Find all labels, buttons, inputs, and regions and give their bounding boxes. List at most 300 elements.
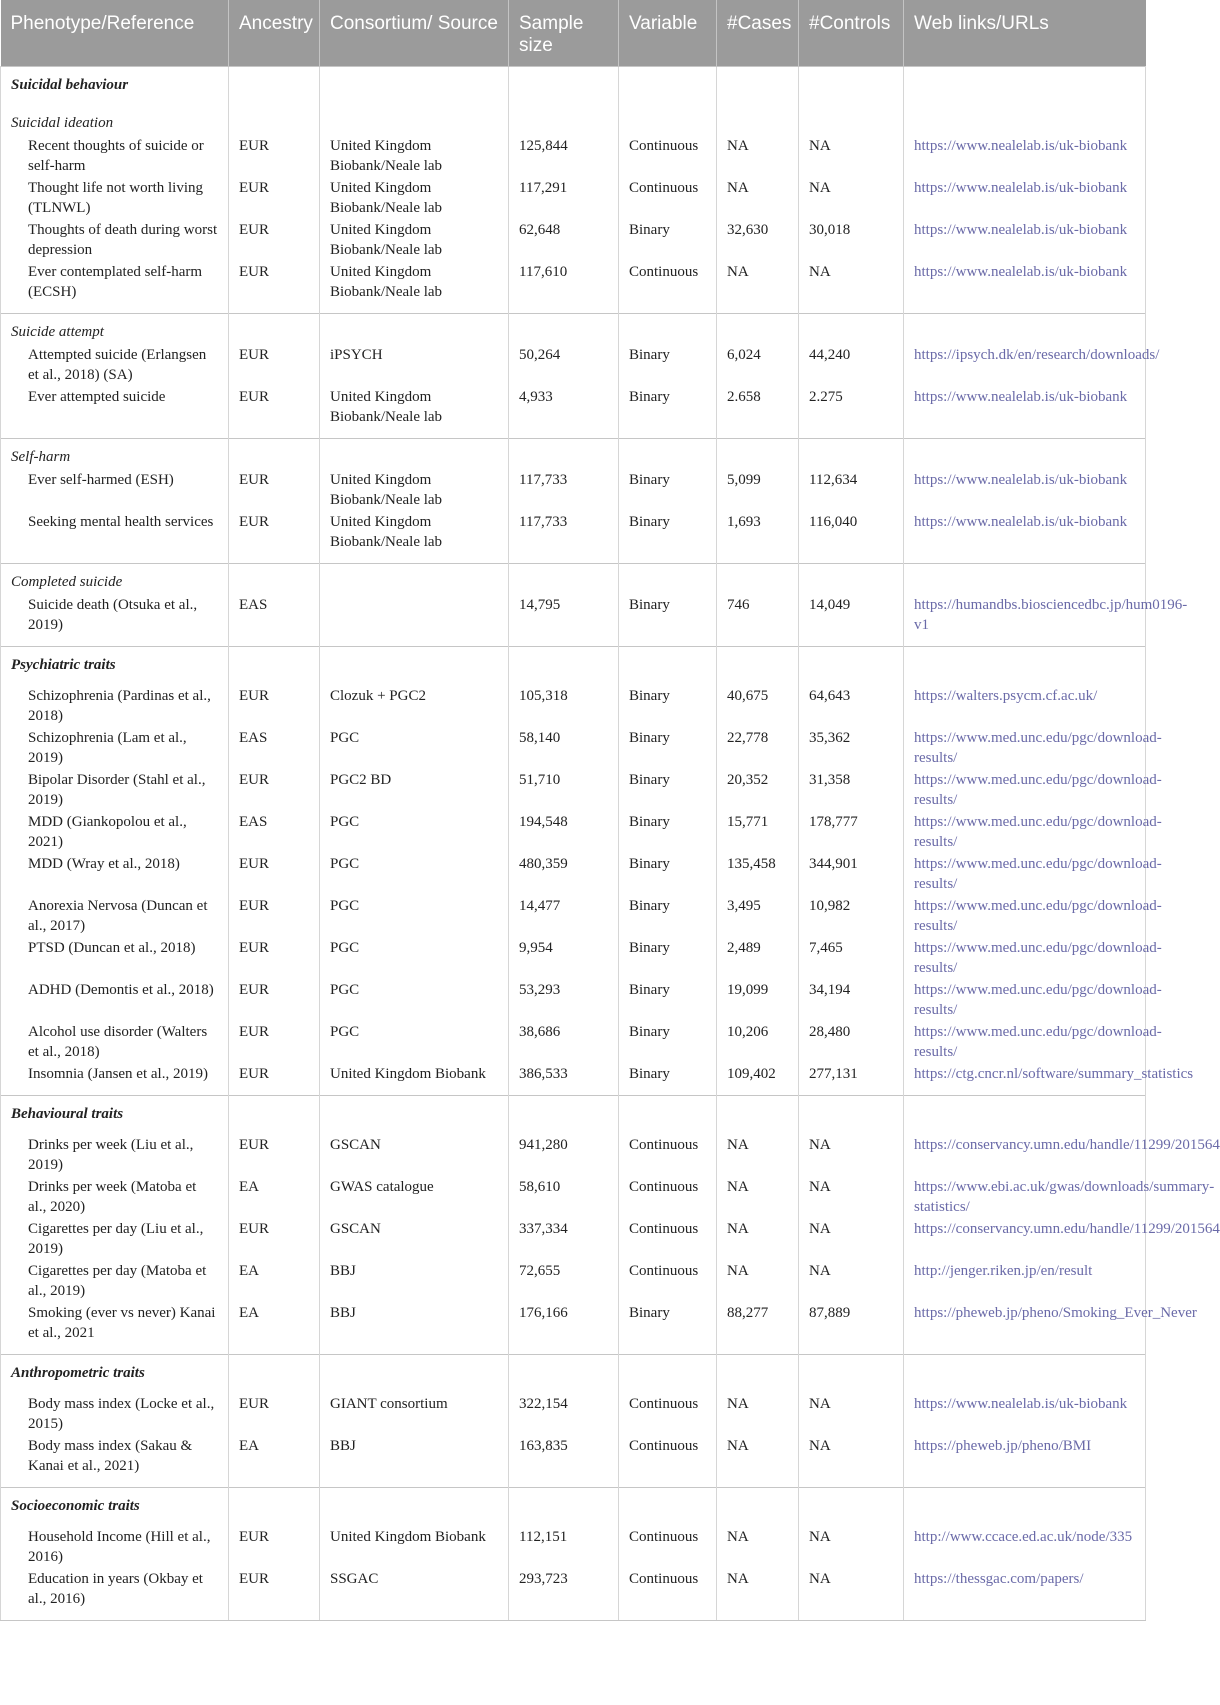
empty-cell	[229, 439, 320, 470]
phenotype-cell: Suicide death (Otsuka et al., 2019)	[1, 594, 229, 647]
source-cell: United Kingdom Biobank/Neale lab	[320, 261, 509, 314]
empty-cell	[717, 314, 799, 345]
empty-cell	[619, 647, 717, 686]
source-cell: PGC	[320, 895, 509, 937]
ancestry-cell: EA	[229, 1260, 320, 1302]
table-header	[1, 0, 1146, 67]
section-title: Psychiatric traits	[1, 647, 229, 686]
sample-size-cell: 117,733	[509, 511, 619, 564]
variable-cell: Binary	[619, 594, 717, 647]
empty-cell	[717, 67, 799, 106]
url-cell	[904, 769, 1162, 811]
variable-cell: Continuous	[619, 177, 717, 219]
empty-cell	[904, 105, 1146, 135]
empty-cell	[509, 67, 619, 106]
url-link[interactable]: https://www.nealelab.is/uk-biobank	[914, 138, 1128, 154]
empty-cell	[320, 439, 509, 470]
subsection-header-row	[1, 564, 1146, 595]
source-cell: United Kingdom Biobank	[320, 1063, 509, 1096]
phenotype-cell: ADHD (Demontis et al., 2018)	[1, 979, 229, 1021]
url-cell	[904, 1393, 1146, 1435]
sample-size-cell: 117,610	[509, 261, 619, 314]
sample-size-cell: 386,533	[509, 1063, 619, 1096]
cases-cell: 5,099	[717, 469, 799, 511]
url-cell	[904, 937, 1162, 979]
empty-cell	[619, 1488, 717, 1527]
sample-size-cell: 480,359	[509, 853, 619, 895]
table-row	[1, 1393, 1146, 1435]
url-link[interactable]: https://www.med.unc.edu/pgc/download-results/	[914, 772, 1162, 808]
url-link[interactable]: http://jenger.riken.jp/en/result	[914, 1263, 1093, 1279]
cases-cell: NA	[717, 1260, 799, 1302]
url-cell	[904, 594, 1188, 647]
cases-cell: NA	[717, 1526, 799, 1568]
variable-cell: Binary	[619, 1302, 717, 1355]
sample-size-cell: 337,334	[509, 1218, 619, 1260]
col-header-cases: #Cases	[717, 0, 799, 67]
phenotype-cell: Recent thoughts of suicide or self-harm	[1, 135, 229, 177]
empty-cell	[717, 647, 799, 686]
cases-cell: 22,778	[717, 727, 799, 769]
variable-cell: Binary	[619, 979, 717, 1021]
ancestry-cell: EUR	[229, 469, 320, 511]
table-row	[1, 386, 1146, 439]
url-cell	[904, 1063, 1194, 1096]
empty-cell	[619, 439, 717, 470]
url-cell	[904, 1260, 1146, 1302]
url-link[interactable]: https://www.med.unc.edu/pgc/download-results/	[914, 814, 1162, 850]
phenotype-cell: Schizophrenia (Lam et al., 2019)	[1, 727, 229, 769]
ancestry-cell: EUR	[229, 853, 320, 895]
controls-cell: 35,362	[799, 727, 904, 769]
controls-cell: NA	[799, 1568, 904, 1621]
cases-cell: NA	[717, 1435, 799, 1488]
col-header-variable: Variable	[619, 0, 717, 67]
phenotype-cell: Ever self-harmed (ESH)	[1, 469, 229, 511]
phenotype-cell: Insomnia (Jansen et al., 2019)	[1, 1063, 229, 1096]
ancestry-cell: EUR	[229, 979, 320, 1021]
empty-cell	[509, 647, 619, 686]
empty-cell	[229, 105, 320, 135]
variable-cell: Binary	[619, 344, 717, 386]
empty-cell	[904, 1488, 1146, 1527]
controls-cell: 87,889	[799, 1302, 904, 1355]
phenotype-cell: Alcohol use disorder (Walters et al., 2018)	[1, 1021, 229, 1063]
section-header-row	[1, 1488, 1146, 1527]
ancestry-cell: EUR	[229, 1021, 320, 1063]
phenotype-cell: Cigarettes per day (Matoba et al., 2019)	[1, 1260, 229, 1302]
source-cell: United Kingdom Biobank/Neale lab	[320, 177, 509, 219]
empty-cell	[904, 564, 1146, 595]
url-cell	[904, 1134, 1220, 1176]
table-row	[1, 1260, 1146, 1302]
source-cell: PGC	[320, 727, 509, 769]
table-row	[1, 1568, 1146, 1621]
empty-cell	[619, 105, 717, 135]
cases-cell: NA	[717, 135, 799, 177]
section-header-row	[1, 1096, 1146, 1135]
variable-cell: Continuous	[619, 1176, 717, 1218]
subsection-title: Self-harm	[1, 439, 229, 470]
url-link[interactable]: https://conservancy.umn.edu/handle/11299/201564	[914, 1221, 1220, 1237]
phenotype-cell: Ever attempted suicide	[1, 386, 229, 439]
variable-cell: Continuous	[619, 1393, 717, 1435]
source-cell: GIANT consortium	[320, 1393, 509, 1435]
cases-cell: NA	[717, 261, 799, 314]
col-header-phenotype: Phenotype/Reference	[1, 0, 229, 67]
empty-cell	[904, 314, 1146, 345]
cases-cell: 1,693	[717, 511, 799, 564]
controls-cell: 34,194	[799, 979, 904, 1021]
table-row	[1, 727, 1146, 769]
phenotype-cell: Bipolar Disorder (Stahl et al., 2019)	[1, 769, 229, 811]
empty-cell	[799, 647, 904, 686]
cases-cell: 20,352	[717, 769, 799, 811]
empty-cell	[717, 105, 799, 135]
phenotype-cell: Ever contemplated self-harm (ECSH)	[1, 261, 229, 314]
url-cell	[904, 1526, 1146, 1568]
empty-cell	[799, 105, 904, 135]
subsection-title: Suicide attempt	[1, 314, 229, 345]
phenotype-cell: Thoughts of death during worst depression	[1, 219, 229, 261]
sample-size-cell: 51,710	[509, 769, 619, 811]
controls-cell: NA	[799, 1393, 904, 1435]
empty-cell	[320, 314, 509, 345]
table-row	[1, 344, 1146, 386]
empty-cell	[320, 67, 509, 106]
ancestry-cell: EUR	[229, 219, 320, 261]
ancestry-cell: EUR	[229, 685, 320, 727]
variable-cell: Binary	[619, 769, 717, 811]
sample-size-cell: 125,844	[509, 135, 619, 177]
url-link[interactable]: https://www.med.unc.edu/pgc/download-results/	[914, 898, 1162, 934]
table-row	[1, 261, 1146, 314]
source-cell: GWAS catalogue	[320, 1176, 509, 1218]
table-row	[1, 469, 1146, 511]
col-header-sample-size: Sample size	[509, 0, 619, 67]
table-row	[1, 1302, 1146, 1355]
empty-cell	[904, 1355, 1146, 1394]
url-link[interactable]: https://www.med.unc.edu/pgc/download-results/	[914, 856, 1162, 892]
col-header-source: Consortium/ Source	[320, 0, 509, 67]
empty-cell	[904, 439, 1146, 470]
subsection-title: Suicidal ideation	[1, 105, 229, 135]
empty-cell	[619, 1096, 717, 1135]
ancestry-cell: EA	[229, 1302, 320, 1355]
empty-cell	[619, 1355, 717, 1394]
phenotype-cell: Body mass index (Sakau & Kanai et al., 2021)	[1, 1435, 229, 1488]
ancestry-cell: EUR	[229, 1134, 320, 1176]
cases-cell: 32,630	[717, 219, 799, 261]
variable-cell: Binary	[619, 1063, 717, 1096]
ancestry-cell: EUR	[229, 511, 320, 564]
phenotype-cell: Cigarettes per day (Liu et al., 2019)	[1, 1218, 229, 1260]
cases-cell: NA	[717, 1176, 799, 1218]
phenotype-cell: Attempted suicide (Erlangsen et al., 2018) (SA)	[1, 344, 229, 386]
empty-cell	[799, 314, 904, 345]
empty-cell	[717, 1488, 799, 1527]
url-link[interactable]: https://pheweb.jp/pheno/BMI	[914, 1438, 1092, 1454]
phenotype-cell: MDD (Wray et al., 2018)	[1, 853, 229, 895]
url-cell	[904, 1435, 1146, 1488]
controls-cell: NA	[799, 1218, 904, 1260]
empty-cell	[229, 564, 320, 595]
url-link[interactable]: https://ctg.cncr.nl/software/summary_statistics	[914, 1066, 1194, 1082]
table-row	[1, 594, 1146, 647]
subsection-header-row	[1, 439, 1146, 470]
source-cell: BBJ	[320, 1260, 509, 1302]
source-cell: Clozuk + PGC2	[320, 685, 509, 727]
sample-size-cell: 14,795	[509, 594, 619, 647]
url-cell	[904, 511, 1146, 564]
cases-cell: 3,495	[717, 895, 799, 937]
empty-cell	[509, 564, 619, 595]
ancestry-cell: EA	[229, 1176, 320, 1218]
empty-cell	[509, 105, 619, 135]
url-link[interactable]: https://www.nealelab.is/uk-biobank	[914, 264, 1128, 280]
ancestry-cell: EAS	[229, 727, 320, 769]
subsection-title: Completed suicide	[1, 564, 229, 595]
controls-cell: NA	[799, 1435, 904, 1488]
empty-cell	[229, 314, 320, 345]
source-cell: SSGAC	[320, 1568, 509, 1621]
url-link[interactable]: https://pheweb.jp/pheno/Smoking_Ever_Never	[914, 1305, 1197, 1321]
url-link[interactable]: https://walters.psycm.cf.ac.uk/	[914, 688, 1098, 704]
table-body	[1, 67, 1220, 1621]
source-cell: United Kingdom Biobank/Neale lab	[320, 219, 509, 261]
controls-cell: 30,018	[799, 219, 904, 261]
url-cell	[904, 219, 1146, 261]
table-row	[1, 853, 1146, 895]
sample-size-cell: 105,318	[509, 685, 619, 727]
url-link[interactable]: https://thessgac.com/papers/	[914, 1571, 1084, 1587]
sample-size-cell: 14,477	[509, 895, 619, 937]
cases-cell: NA	[717, 1218, 799, 1260]
ancestry-cell: EUR	[229, 1218, 320, 1260]
empty-cell	[320, 564, 509, 595]
ancestry-cell: EUR	[229, 1063, 320, 1096]
cases-cell: NA	[717, 1568, 799, 1621]
ancestry-cell: EUR	[229, 1568, 320, 1621]
source-cell: United Kingdom Biobank/Neale lab	[320, 386, 509, 439]
phenotype-cell: Anorexia Nervosa (Duncan et al., 2017)	[1, 895, 229, 937]
empty-cell	[904, 67, 1146, 106]
empty-cell	[799, 1096, 904, 1135]
variable-cell: Binary	[619, 685, 717, 727]
sample-size-cell: 322,154	[509, 1393, 619, 1435]
source-cell: United Kingdom Biobank	[320, 1526, 509, 1568]
cases-cell: 2,489	[717, 937, 799, 979]
cases-cell: 746	[717, 594, 799, 647]
variable-cell: Binary	[619, 811, 717, 853]
controls-cell: 7,465	[799, 937, 904, 979]
empty-cell	[229, 1096, 320, 1135]
sample-size-cell: 58,140	[509, 727, 619, 769]
url-link[interactable]: https://www.ebi.ac.uk/gwas/downloads/summary-statistics/	[914, 1179, 1215, 1215]
url-cell	[904, 135, 1146, 177]
url-link[interactable]: https://www.med.unc.edu/pgc/download-results/	[914, 730, 1162, 766]
url-link[interactable]: https://www.nealelab.is/uk-biobank	[914, 180, 1128, 196]
section-header-row	[1, 67, 1146, 106]
url-link[interactable]: https://humandbs.biosciencedbc.jp/hum0196-v1	[914, 597, 1188, 633]
ancestry-cell: EUR	[229, 937, 320, 979]
controls-cell: NA	[799, 1260, 904, 1302]
section-header-row	[1, 647, 1146, 686]
empty-cell	[229, 1355, 320, 1394]
cases-cell: NA	[717, 1134, 799, 1176]
variable-cell: Continuous	[619, 1526, 717, 1568]
source-cell: BBJ	[320, 1302, 509, 1355]
variable-cell: Binary	[619, 386, 717, 439]
empty-cell	[229, 1488, 320, 1527]
col-header-urls: Web links/URLs	[904, 0, 1146, 67]
ancestry-cell: EAS	[229, 594, 320, 647]
source-cell: GSCAN	[320, 1134, 509, 1176]
variable-cell: Binary	[619, 219, 717, 261]
sample-size-cell: 112,151	[509, 1526, 619, 1568]
variable-cell: Binary	[619, 937, 717, 979]
empty-cell	[717, 1096, 799, 1135]
url-link[interactable]: http://www.ccace.ed.ac.uk/node/335	[914, 1529, 1133, 1545]
source-cell: PGC2 BD	[320, 769, 509, 811]
sample-size-cell: 38,686	[509, 1021, 619, 1063]
sample-size-cell: 4,933	[509, 386, 619, 439]
sample-size-cell: 117,291	[509, 177, 619, 219]
source-cell: PGC	[320, 811, 509, 853]
url-cell	[904, 344, 1160, 386]
controls-cell: 14,049	[799, 594, 904, 647]
empty-cell	[799, 1488, 904, 1527]
table-row	[1, 685, 1146, 727]
controls-cell: NA	[799, 1176, 904, 1218]
empty-cell	[619, 67, 717, 106]
url-cell	[904, 261, 1146, 314]
url-link[interactable]: https://www.nealelab.is/uk-biobank	[914, 222, 1128, 238]
table-row	[1, 979, 1146, 1021]
controls-cell: 116,040	[799, 511, 904, 564]
cases-cell: 109,402	[717, 1063, 799, 1096]
controls-cell: 10,982	[799, 895, 904, 937]
empty-cell	[799, 564, 904, 595]
url-cell	[904, 1021, 1162, 1063]
variable-cell: Binary	[619, 727, 717, 769]
url-cell	[904, 1218, 1220, 1260]
empty-cell	[320, 1355, 509, 1394]
url-link[interactable]: https://conservancy.umn.edu/handle/11299/201564	[914, 1137, 1220, 1153]
controls-cell: 31,358	[799, 769, 904, 811]
cases-cell: 15,771	[717, 811, 799, 853]
section-title: Anthropometric traits	[1, 1355, 229, 1394]
variable-cell: Binary	[619, 853, 717, 895]
table-row	[1, 1176, 1146, 1218]
ancestry-cell: EAS	[229, 811, 320, 853]
source-cell: United Kingdom Biobank/Neale lab	[320, 135, 509, 177]
source-cell: PGC	[320, 853, 509, 895]
variable-cell: Continuous	[619, 1134, 717, 1176]
table-row	[1, 177, 1146, 219]
controls-cell: 28,480	[799, 1021, 904, 1063]
variable-cell: Continuous	[619, 1568, 717, 1621]
variable-cell: Continuous	[619, 135, 717, 177]
url-cell	[904, 895, 1162, 937]
sample-size-cell: 117,733	[509, 469, 619, 511]
url-link[interactable]: https://www.nealelab.is/uk-biobank	[914, 472, 1128, 488]
table-row	[1, 1218, 1146, 1260]
source-cell: PGC	[320, 979, 509, 1021]
table-row	[1, 895, 1146, 937]
subsection-header-row	[1, 314, 1146, 345]
sample-size-cell: 53,293	[509, 979, 619, 1021]
url-link[interactable]: https://ipsych.dk/en/research/downloads/	[914, 347, 1160, 363]
table-row	[1, 937, 1146, 979]
url-cell	[904, 469, 1146, 511]
ancestry-cell: EUR	[229, 895, 320, 937]
url-link[interactable]: https://www.med.unc.edu/pgc/download-results/	[914, 982, 1162, 1018]
sample-size-cell: 194,548	[509, 811, 619, 853]
sample-size-cell: 941,280	[509, 1134, 619, 1176]
table-row	[1, 1134, 1146, 1176]
controls-cell: 2.275	[799, 386, 904, 439]
cases-cell: 40,675	[717, 685, 799, 727]
section-title: Behavioural traits	[1, 1096, 229, 1135]
variable-cell: Continuous	[619, 261, 717, 314]
sample-size-cell: 50,264	[509, 344, 619, 386]
variable-cell: Continuous	[619, 1435, 717, 1488]
controls-cell: 344,901	[799, 853, 904, 895]
controls-cell: 112,634	[799, 469, 904, 511]
phenotype-cell: Thought life not worth living (TLNWL)	[1, 177, 229, 219]
controls-cell: 64,643	[799, 685, 904, 727]
ancestry-cell: EUR	[229, 1526, 320, 1568]
col-header-controls: #Controls	[799, 0, 904, 67]
empty-cell	[619, 564, 717, 595]
sample-size-cell: 176,166	[509, 1302, 619, 1355]
table-row	[1, 511, 1146, 564]
sample-size-cell: 58,610	[509, 1176, 619, 1218]
empty-cell	[229, 647, 320, 686]
url-link[interactable]: https://www.nealelab.is/uk-biobank	[914, 389, 1128, 405]
phenotype-cell: Drinks per week (Liu et al., 2019)	[1, 1134, 229, 1176]
table-row	[1, 769, 1146, 811]
table-row	[1, 135, 1146, 177]
table-row	[1, 1526, 1146, 1568]
url-link[interactable]: https://www.med.unc.edu/pgc/download-results/	[914, 1024, 1162, 1060]
ancestry-cell: EUR	[229, 261, 320, 314]
variable-cell: Binary	[619, 895, 717, 937]
empty-cell	[717, 564, 799, 595]
cases-cell: NA	[717, 177, 799, 219]
empty-cell	[509, 1096, 619, 1135]
source-cell: BBJ	[320, 1435, 509, 1488]
phenotype-cell: Drinks per week (Matoba et al., 2020)	[1, 1176, 229, 1218]
phenotype-cell: Body mass index (Locke et al., 2015)	[1, 1393, 229, 1435]
url-link[interactable]: https://www.med.unc.edu/pgc/download-results/	[914, 940, 1162, 976]
ancestry-cell: EUR	[229, 386, 320, 439]
url-cell	[904, 811, 1162, 853]
source-cell	[320, 594, 509, 647]
empty-cell	[509, 314, 619, 345]
source-cell: GSCAN	[320, 1218, 509, 1260]
subsection-header-row	[1, 105, 1146, 135]
variable-cell: Binary	[619, 1021, 717, 1063]
controls-cell: NA	[799, 1526, 904, 1568]
url-link[interactable]: https://www.nealelab.is/uk-biobank	[914, 514, 1128, 530]
url-cell	[904, 685, 1146, 727]
url-link[interactable]: https://www.nealelab.is/uk-biobank	[914, 1396, 1128, 1412]
sample-size-cell: 163,835	[509, 1435, 619, 1488]
ancestry-cell: EUR	[229, 1393, 320, 1435]
cases-cell: 88,277	[717, 1302, 799, 1355]
